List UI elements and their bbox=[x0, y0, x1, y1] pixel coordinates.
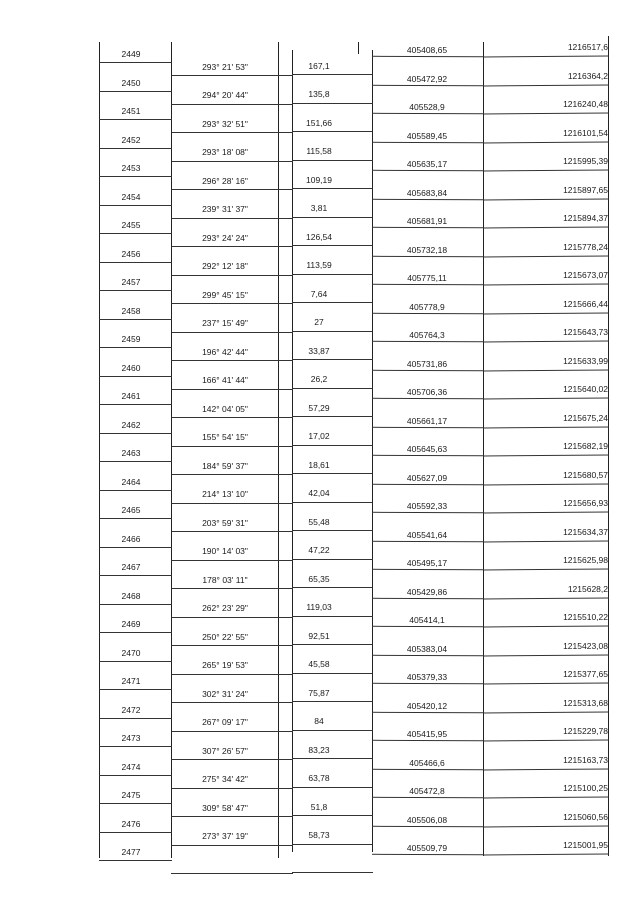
y-coordinate: 1215633,99 bbox=[563, 355, 608, 366]
row-rule bbox=[99, 547, 172, 548]
direction-angle: 196° 42' 44" bbox=[202, 346, 248, 357]
y-coordinate: 1215673,07 bbox=[563, 270, 608, 280]
row-rule bbox=[292, 673, 373, 674]
row-rule bbox=[171, 588, 293, 589]
direction-angle: 293° 18' 08" bbox=[202, 147, 248, 157]
row-rule bbox=[171, 332, 293, 333]
x-coordinate: 405627,09 bbox=[406, 472, 448, 483]
row-rule bbox=[372, 198, 484, 199]
x-coordinate: 405541,64 bbox=[406, 529, 448, 540]
row-rule bbox=[372, 654, 484, 655]
point-number: 2474 bbox=[121, 761, 141, 772]
x-coordinate: 405731,86 bbox=[406, 358, 448, 369]
row-rule bbox=[171, 75, 293, 76]
row-rule bbox=[483, 255, 609, 257]
row-rule bbox=[483, 483, 609, 485]
row-rule bbox=[171, 873, 293, 874]
row-rule bbox=[171, 161, 293, 162]
row-rule bbox=[171, 389, 293, 390]
point-number: 2455 bbox=[121, 220, 141, 230]
row-rule bbox=[292, 74, 373, 75]
x-coordinate: 405592,33 bbox=[406, 501, 448, 511]
row-rule bbox=[292, 188, 373, 189]
point-number: 2477 bbox=[121, 847, 141, 857]
row-rule bbox=[483, 512, 609, 514]
y-coordinate: 1215897,65 bbox=[563, 184, 608, 195]
y-coordinate: 1215625,98 bbox=[563, 555, 608, 565]
x-coordinate: 405764,3 bbox=[409, 330, 445, 340]
segment-length: 92,51 bbox=[308, 630, 330, 641]
row-rule bbox=[292, 701, 373, 702]
row-rule bbox=[99, 62, 172, 63]
row-rule bbox=[292, 530, 373, 531]
y-coordinate: 1215628,2 bbox=[567, 583, 608, 594]
x-coordinate: 405528,9 bbox=[409, 102, 445, 112]
row-rule bbox=[483, 56, 609, 58]
direction-angle: 265° 19' 53" bbox=[202, 660, 248, 670]
x-coordinate: 405383,04 bbox=[406, 643, 448, 654]
point-number: 2468 bbox=[121, 590, 141, 601]
direction-angle: 299° 45' 15" bbox=[202, 289, 248, 300]
row-rule bbox=[483, 740, 609, 742]
point-number: 2469 bbox=[121, 619, 141, 629]
x-coordinate: 405661,17 bbox=[406, 415, 448, 426]
row-rule bbox=[372, 711, 484, 712]
row-rule bbox=[372, 255, 484, 256]
point-number: 2466 bbox=[121, 533, 141, 544]
row-rule bbox=[292, 815, 373, 816]
segment-length: 51,8 bbox=[310, 801, 328, 812]
y-coordinate: 1215643,73 bbox=[563, 327, 608, 337]
row-rule bbox=[483, 455, 609, 457]
segment-length: 167,1 bbox=[308, 60, 330, 71]
row-rule bbox=[292, 473, 373, 474]
row-rule bbox=[372, 312, 484, 313]
point-number: 2460 bbox=[121, 362, 141, 373]
row-rule bbox=[483, 341, 609, 343]
row-rule bbox=[372, 825, 484, 826]
direction-angle: 203° 59' 31" bbox=[202, 517, 248, 528]
x-coordinate: 405429,86 bbox=[406, 586, 448, 597]
row-rule bbox=[171, 474, 293, 475]
segment-length: 83,23 bbox=[308, 744, 330, 755]
point-number: 2461 bbox=[121, 391, 141, 401]
row-rule bbox=[99, 148, 172, 149]
column-divider bbox=[278, 42, 279, 858]
direction-angle: 307° 26' 57" bbox=[202, 745, 248, 756]
direction-angle: 214° 13' 10" bbox=[202, 489, 248, 499]
row-rule bbox=[483, 426, 609, 428]
row-rule bbox=[99, 718, 172, 719]
direction-angle: 262° 23' 29" bbox=[202, 603, 248, 613]
row-rule bbox=[171, 417, 293, 418]
segment-length: 75,87 bbox=[308, 687, 330, 698]
y-coordinate: 1215680,57 bbox=[563, 469, 608, 480]
row-rule bbox=[99, 604, 172, 605]
segment-length: 57,29 bbox=[308, 402, 330, 413]
row-rule bbox=[372, 854, 484, 855]
x-coordinate: 405509,79 bbox=[406, 843, 448, 853]
direction-angle: 166° 41' 44" bbox=[202, 375, 248, 385]
row-rule bbox=[372, 426, 484, 427]
x-coordinate: 405775,11 bbox=[407, 273, 447, 283]
direction-angle: 293° 21' 53" bbox=[202, 61, 248, 72]
row-rule bbox=[171, 560, 293, 561]
column-divider bbox=[608, 36, 609, 856]
y-coordinate: 1215894,37 bbox=[563, 213, 608, 223]
direction-angle: 293° 24' 24" bbox=[202, 232, 248, 243]
row-rule bbox=[483, 141, 609, 143]
y-coordinate: 1215634,37 bbox=[563, 526, 608, 537]
row-rule bbox=[292, 103, 373, 104]
segment-length: 151,66 bbox=[306, 117, 332, 128]
row-rule bbox=[99, 233, 172, 234]
y-coordinate: 1216240,48 bbox=[563, 99, 608, 109]
row-rule bbox=[171, 759, 293, 760]
point-number: 2471 bbox=[121, 676, 141, 686]
column-divider bbox=[171, 42, 172, 858]
row-rule bbox=[483, 654, 609, 656]
row-rule bbox=[99, 461, 172, 462]
row-rule bbox=[99, 689, 172, 690]
row-rule bbox=[372, 768, 484, 769]
row-rule bbox=[372, 284, 484, 285]
row-rule bbox=[99, 376, 172, 377]
y-coordinate: 1215001,95 bbox=[563, 840, 608, 850]
row-rule bbox=[99, 632, 172, 633]
column-divider bbox=[292, 50, 293, 852]
row-rule bbox=[292, 131, 373, 132]
row-rule bbox=[292, 787, 373, 788]
row-rule bbox=[99, 832, 172, 833]
row-rule bbox=[292, 758, 373, 759]
row-rule bbox=[171, 788, 293, 789]
direction-angle: 296° 28' 16" bbox=[202, 175, 248, 186]
y-coordinate: 1216517,6 bbox=[567, 42, 608, 52]
point-number: 2463 bbox=[121, 448, 141, 458]
point-number: 2459 bbox=[121, 334, 141, 344]
x-coordinate: 405495,17 bbox=[406, 558, 448, 568]
segment-length: 58,73 bbox=[308, 830, 330, 840]
row-rule bbox=[99, 803, 172, 804]
point-number: 2457 bbox=[121, 277, 141, 287]
row-rule bbox=[292, 160, 373, 161]
segment-length: 45,58 bbox=[308, 659, 330, 669]
row-rule bbox=[372, 113, 484, 114]
point-number: 2454 bbox=[121, 191, 141, 202]
row-rule bbox=[292, 644, 373, 645]
row-rule bbox=[292, 359, 373, 360]
y-coordinate: 1216364,2 bbox=[567, 70, 608, 81]
point-number: 2452 bbox=[121, 134, 141, 145]
row-rule bbox=[171, 617, 293, 618]
row-rule bbox=[99, 518, 172, 519]
row-rule bbox=[292, 872, 373, 873]
direction-angle: 293° 32' 51" bbox=[202, 118, 248, 129]
x-coordinate: 405778,9 bbox=[409, 301, 445, 312]
row-rule bbox=[483, 113, 609, 115]
point-number: 2451 bbox=[121, 106, 141, 116]
row-rule bbox=[292, 730, 373, 731]
row-rule bbox=[372, 483, 484, 484]
row-rule bbox=[99, 404, 172, 405]
row-rule bbox=[171, 503, 293, 504]
direction-angle: 250° 22' 55" bbox=[202, 631, 248, 642]
point-number: 2458 bbox=[121, 305, 141, 316]
x-coordinate: 405681,91 bbox=[406, 216, 448, 226]
row-rule bbox=[483, 398, 609, 400]
row-rule bbox=[483, 854, 609, 856]
y-coordinate: 1215675,24 bbox=[563, 412, 608, 423]
direction-angle: 190° 14' 03" bbox=[202, 546, 248, 556]
row-rule bbox=[372, 740, 484, 741]
row-rule bbox=[171, 104, 293, 105]
row-rule bbox=[372, 369, 484, 370]
x-coordinate: 405472,92 bbox=[406, 73, 448, 84]
row-rule bbox=[483, 768, 609, 770]
row-rule bbox=[372, 597, 484, 598]
row-rule bbox=[99, 205, 172, 206]
direction-angle: 155° 54' 15" bbox=[202, 432, 248, 442]
x-coordinate: 405506,08 bbox=[406, 814, 448, 825]
point-number: 2473 bbox=[121, 733, 141, 743]
y-coordinate: 1215682,19 bbox=[563, 441, 608, 451]
row-rule bbox=[171, 132, 293, 133]
row-rule bbox=[292, 331, 373, 332]
x-coordinate: 405472,8 bbox=[409, 786, 445, 796]
row-rule bbox=[99, 860, 172, 861]
direction-angle: 273° 37' 19" bbox=[202, 831, 248, 841]
direction-angle: 292° 12' 18" bbox=[202, 261, 248, 271]
direction-angle: 178° 03' 11" bbox=[202, 574, 248, 585]
row-rule bbox=[483, 312, 609, 314]
segment-length: 26,2 bbox=[310, 374, 328, 384]
row-rule bbox=[99, 490, 172, 491]
row-rule bbox=[99, 575, 172, 576]
row-rule bbox=[171, 731, 293, 732]
row-rule bbox=[171, 360, 293, 361]
row-rule bbox=[292, 388, 373, 389]
point-number: 2465 bbox=[121, 505, 141, 515]
x-coordinate: 405414,1 bbox=[409, 615, 445, 625]
x-coordinate: 405420,12 bbox=[406, 700, 448, 711]
row-rule bbox=[292, 502, 373, 503]
point-number: 2467 bbox=[121, 562, 141, 572]
row-rule bbox=[171, 218, 293, 219]
row-rule bbox=[171, 674, 293, 675]
row-rule bbox=[292, 274, 373, 275]
row-rule bbox=[99, 433, 172, 434]
x-coordinate: 405408,65 bbox=[406, 45, 448, 55]
direction-angle: 239° 31' 37" bbox=[202, 204, 248, 214]
direction-angle: 237° 15' 49" bbox=[202, 318, 248, 328]
row-rule bbox=[372, 227, 484, 228]
y-coordinate: 1215423,08 bbox=[563, 640, 608, 651]
row-rule bbox=[372, 626, 484, 627]
row-rule bbox=[483, 198, 609, 200]
x-coordinate: 405379,33 bbox=[406, 672, 448, 682]
row-rule bbox=[372, 512, 484, 513]
row-rule bbox=[292, 245, 373, 246]
point-number: 2476 bbox=[121, 818, 141, 829]
x-coordinate: 405683,84 bbox=[406, 187, 448, 198]
row-rule bbox=[372, 170, 484, 171]
row-rule bbox=[292, 217, 373, 218]
segment-length: 47,22 bbox=[308, 545, 330, 555]
row-rule bbox=[483, 170, 609, 172]
x-coordinate: 405589,45 bbox=[406, 130, 448, 141]
row-rule bbox=[483, 284, 609, 286]
point-number: 2456 bbox=[121, 248, 141, 259]
y-coordinate: 1215666,44 bbox=[563, 298, 608, 309]
row-rule bbox=[171, 303, 293, 304]
point-number: 2453 bbox=[121, 163, 141, 173]
point-number: 2464 bbox=[121, 476, 141, 487]
point-number: 2470 bbox=[121, 647, 141, 658]
segment-length: 42,04 bbox=[308, 488, 330, 498]
segment-length: 135,8 bbox=[308, 89, 330, 99]
row-rule bbox=[99, 290, 172, 291]
row-rule bbox=[99, 91, 172, 92]
point-number: 2450 bbox=[121, 77, 141, 88]
segment-length: 3,81 bbox=[310, 203, 328, 213]
row-rule bbox=[171, 446, 293, 447]
row-rule bbox=[292, 416, 373, 417]
column-divider bbox=[358, 42, 359, 54]
y-coordinate: 1216101,54 bbox=[563, 127, 608, 138]
y-coordinate: 1215100,25 bbox=[563, 783, 608, 793]
segment-length: 7,64 bbox=[310, 288, 328, 299]
y-coordinate: 1215510,22 bbox=[563, 612, 608, 622]
row-rule bbox=[372, 455, 484, 456]
row-rule bbox=[372, 141, 484, 142]
point-number: 2449 bbox=[121, 49, 141, 59]
x-coordinate: 405635,17 bbox=[406, 159, 448, 169]
segment-length: 65,35 bbox=[308, 573, 330, 584]
row-rule bbox=[483, 626, 609, 628]
row-rule bbox=[171, 702, 293, 703]
row-rule bbox=[483, 597, 609, 599]
row-rule bbox=[372, 540, 484, 541]
row-rule bbox=[99, 262, 172, 263]
y-coordinate: 1215163,73 bbox=[563, 754, 608, 765]
direction-angle: 275° 34' 42" bbox=[202, 774, 248, 784]
row-rule bbox=[99, 661, 172, 662]
x-coordinate: 405645,63 bbox=[406, 444, 448, 454]
row-rule bbox=[372, 797, 484, 798]
y-coordinate: 1215995,39 bbox=[563, 156, 608, 166]
row-rule bbox=[171, 531, 293, 532]
row-rule bbox=[292, 559, 373, 560]
point-number: 2472 bbox=[121, 704, 141, 715]
y-coordinate: 1215377,65 bbox=[563, 669, 608, 679]
point-number: 2462 bbox=[121, 419, 141, 430]
y-coordinate: 1215640,02 bbox=[563, 384, 608, 394]
row-rule bbox=[99, 176, 172, 177]
x-coordinate: 405706,36 bbox=[406, 387, 448, 397]
row-rule bbox=[292, 587, 373, 588]
row-rule bbox=[171, 645, 293, 646]
row-rule bbox=[292, 302, 373, 303]
row-rule bbox=[171, 189, 293, 190]
y-coordinate: 1215313,68 bbox=[563, 697, 608, 708]
segment-length: 109,19 bbox=[306, 174, 332, 185]
row-rule bbox=[292, 445, 373, 446]
row-rule bbox=[372, 683, 484, 684]
row-rule bbox=[483, 84, 609, 86]
x-coordinate: 405466,6 bbox=[409, 757, 445, 768]
row-rule bbox=[372, 398, 484, 399]
direction-angle: 294° 20' 44" bbox=[202, 90, 248, 100]
row-rule bbox=[99, 347, 172, 348]
row-rule bbox=[99, 746, 172, 747]
segment-length: 27 bbox=[314, 317, 324, 327]
y-coordinate: 1215229,78 bbox=[563, 726, 608, 736]
segment-length: 63,78 bbox=[308, 773, 330, 783]
row-rule bbox=[483, 825, 609, 827]
y-coordinate: 1215778,24 bbox=[563, 241, 608, 252]
direction-angle: 309° 58' 47" bbox=[202, 802, 248, 813]
segment-length: 18,61 bbox=[308, 459, 330, 470]
row-rule bbox=[483, 711, 609, 713]
direction-angle: 302° 31' 24" bbox=[202, 688, 248, 699]
row-rule bbox=[372, 56, 484, 57]
row-rule bbox=[171, 275, 293, 276]
row-rule bbox=[99, 119, 172, 120]
segment-length: 113,59 bbox=[306, 260, 332, 270]
row-rule bbox=[372, 341, 484, 342]
row-rule bbox=[99, 775, 172, 776]
row-rule bbox=[171, 816, 293, 817]
row-rule bbox=[292, 616, 373, 617]
segment-length: 17,02 bbox=[308, 431, 330, 441]
x-coordinate: 405415,95 bbox=[406, 729, 448, 739]
row-rule bbox=[372, 84, 484, 85]
row-rule bbox=[483, 797, 609, 799]
row-rule bbox=[292, 844, 373, 845]
direction-angle: 267° 09' 17" bbox=[202, 717, 248, 727]
point-number: 2475 bbox=[121, 790, 141, 800]
row-rule bbox=[483, 540, 609, 542]
row-rule bbox=[171, 845, 293, 846]
row-rule bbox=[99, 319, 172, 320]
segment-length: 126,54 bbox=[306, 231, 332, 242]
segment-length: 55,48 bbox=[308, 516, 330, 527]
direction-angle: 184° 59' 37" bbox=[202, 460, 248, 471]
direction-angle: 142° 04' 05" bbox=[202, 403, 248, 414]
y-coordinate: 1215656,93 bbox=[563, 498, 608, 508]
row-rule bbox=[483, 227, 609, 229]
segment-length: 115,58 bbox=[306, 146, 332, 156]
segment-length: 84 bbox=[314, 716, 324, 726]
row-rule bbox=[483, 569, 609, 571]
row-rule bbox=[483, 369, 609, 371]
y-coordinate: 1215060,56 bbox=[563, 811, 608, 822]
row-rule bbox=[483, 683, 609, 685]
row-rule bbox=[171, 246, 293, 247]
segment-length: 119,03 bbox=[306, 602, 332, 612]
segment-length: 33,87 bbox=[308, 345, 330, 356]
row-rule bbox=[372, 569, 484, 570]
x-coordinate: 405732,18 bbox=[406, 244, 448, 255]
